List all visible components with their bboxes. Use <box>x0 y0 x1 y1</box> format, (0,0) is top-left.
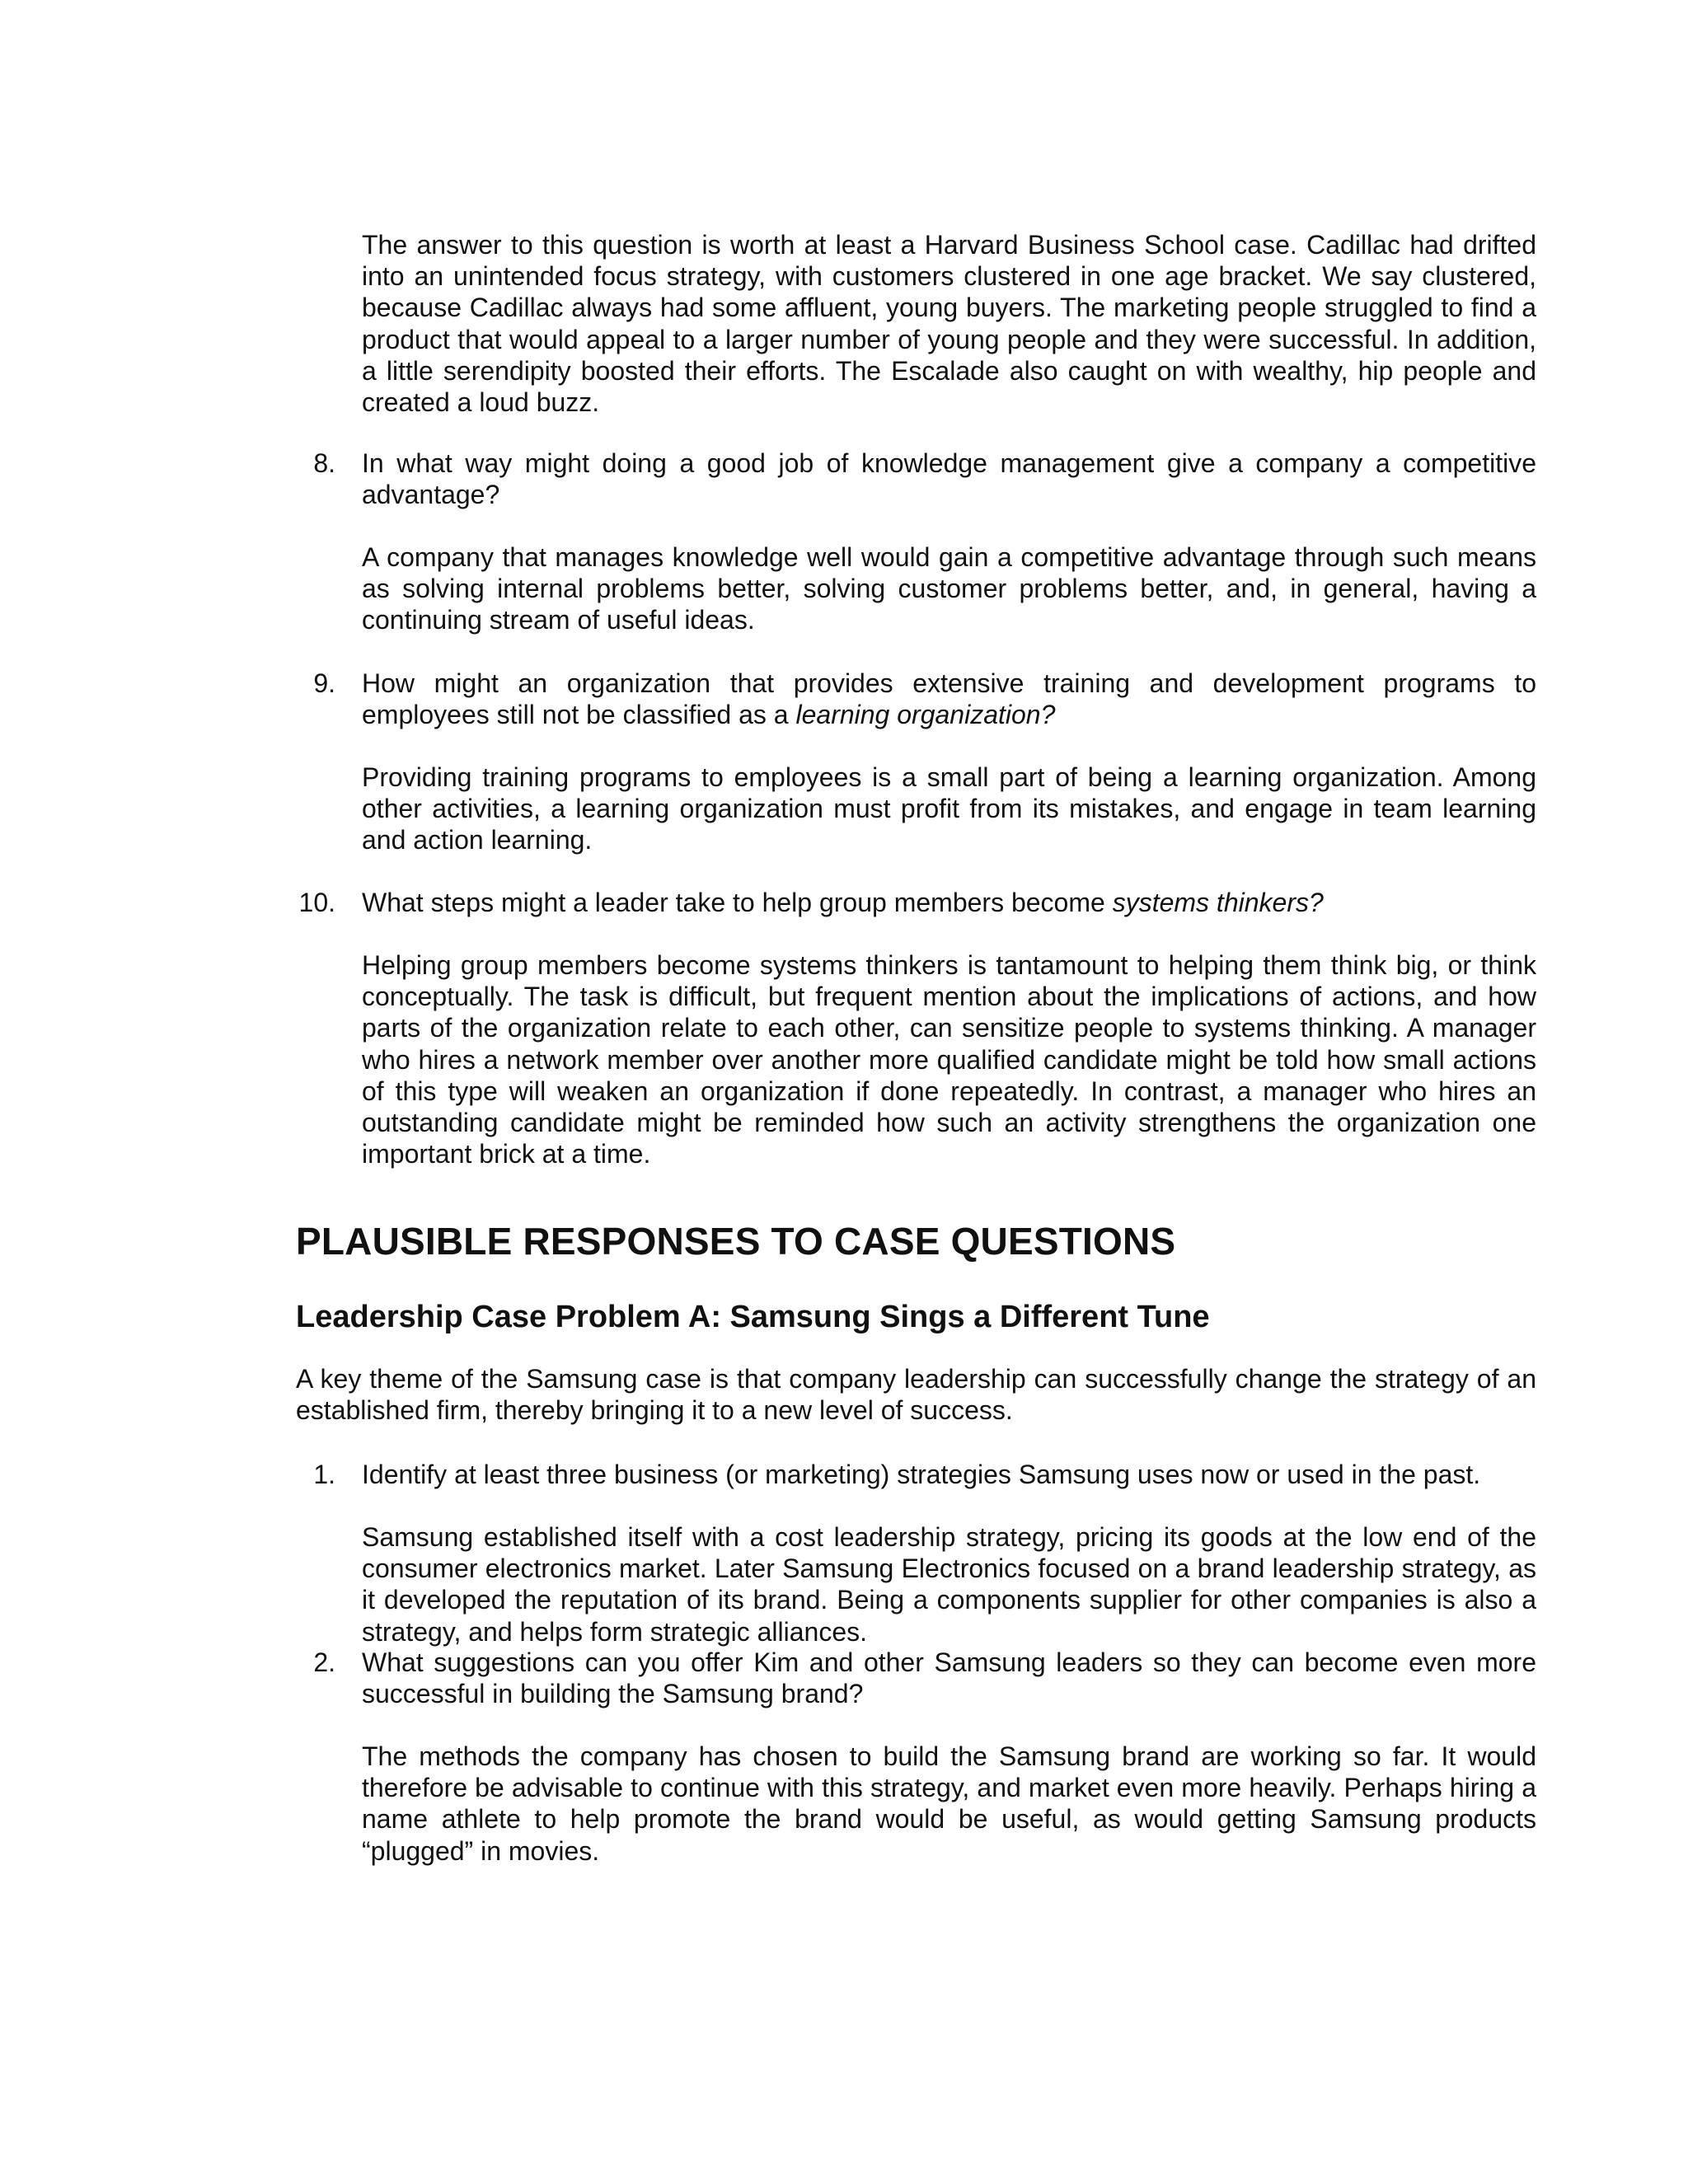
case-question-1: Identify at least three business (or marketing) strategies Samsung uses now or used in the past. <box>362 1460 1481 1489</box>
case-question-2-number: 2. <box>313 1647 335 1677</box>
case-question-1-number: 1. <box>313 1460 335 1489</box>
answer-10: Helping group members become systems thinkers is tantamount to helping them think big, or think conceptually. The task is difficult, but frequent mention about the implications of actions, and how parts of the organization relate to each other, can sensitize people to systems thinking. A manager who hires a network member over another more qualified candidate might be told how small actions of this type will weaken an organization if done repeatedly. In contrast, a manager who hires an outstanding candidate might be reminded how such an activity strengthens the organization one important brick at a time. <box>362 950 1536 1169</box>
question-9-italic-term: learning organization? <box>795 700 1056 730</box>
answer-9: Providing training programs to employees is a small part of being a learning organization. Among other activities, a learning organization must profit from its mistakes, and engage in team learning and action learning. <box>362 762 1536 855</box>
question-10-number: 10. <box>298 888 335 917</box>
case-intro: A key theme of the Samsung case is that company leadership can successfully change the strategy of an established firm, thereby bringing it to a new level of success. <box>296 1364 1536 1426</box>
question-10 <box>362 887 1536 918</box>
question-9 <box>362 668 1536 730</box>
question-10-italic-term: systems thinkers? <box>1112 888 1324 917</box>
question-8-number: 8. <box>313 448 335 478</box>
question-9-text: How might an organization that provides extensive training and development programs to employees still not be classified as a <box>362 668 1536 730</box>
case-answer-2: The methods the company has chosen to build the Samsung brand are working so far. It would therefore be advisable to continue with this strategy, and market even more heavily. Perhaps hiring a name athlete to help promote the brand would be useful, as would getting Samsung products “plugged” in movies. <box>362 1741 1536 1866</box>
question-9-number: 9. <box>313 668 335 698</box>
cadillac-answer: The answer to this question is worth at least a Harvard Business School case. Cadillac had drifted into an unintended focus strategy, with customers clustered in one age bracket. We say clustered, because Cadillac always had some affluent, young buyers. The marketing people struggled to find a product that would appeal to a larger number of young people and they were successful. In addition, a little serendipity boosted their efforts. The Escalade also caught on with wealthy, hip people and created a loud buzz. <box>362 230 1536 418</box>
question-10-text: What steps might a leader take to help group members become <box>362 888 1113 917</box>
case-answer-1: Samsung established itself with a cost leadership strategy, pricing its goods at the low end of the consumer electronics market. Later Samsung Electronics focused on a brand leadership strategy, as it developed the reputation of its brand. Being a components supplier for other companies is also a strategy, and helps form strategic alliances. <box>362 1522 1536 1647</box>
section-heading: PLAUSIBLE RESPONSES TO CASE QUESTIONS <box>296 1220 1176 1263</box>
case-question-2: What suggestions can you offer Kim and other Samsung leaders so they can become even more successful in building the Samsung brand? <box>362 1647 1536 1709</box>
question-8: In what way might doing a good job of knowledge management give a company a competitive advantage? <box>362 448 1536 510</box>
answer-8: A company that manages knowledge well would gain a competitive advantage through such means as solving internal problems better, solving customer problems better, and, in general, having a continuing stream of useful ideas. <box>362 542 1536 635</box>
case-heading: Leadership Case Problem A: Samsung Sings a Different Tune <box>296 1300 1210 1334</box>
